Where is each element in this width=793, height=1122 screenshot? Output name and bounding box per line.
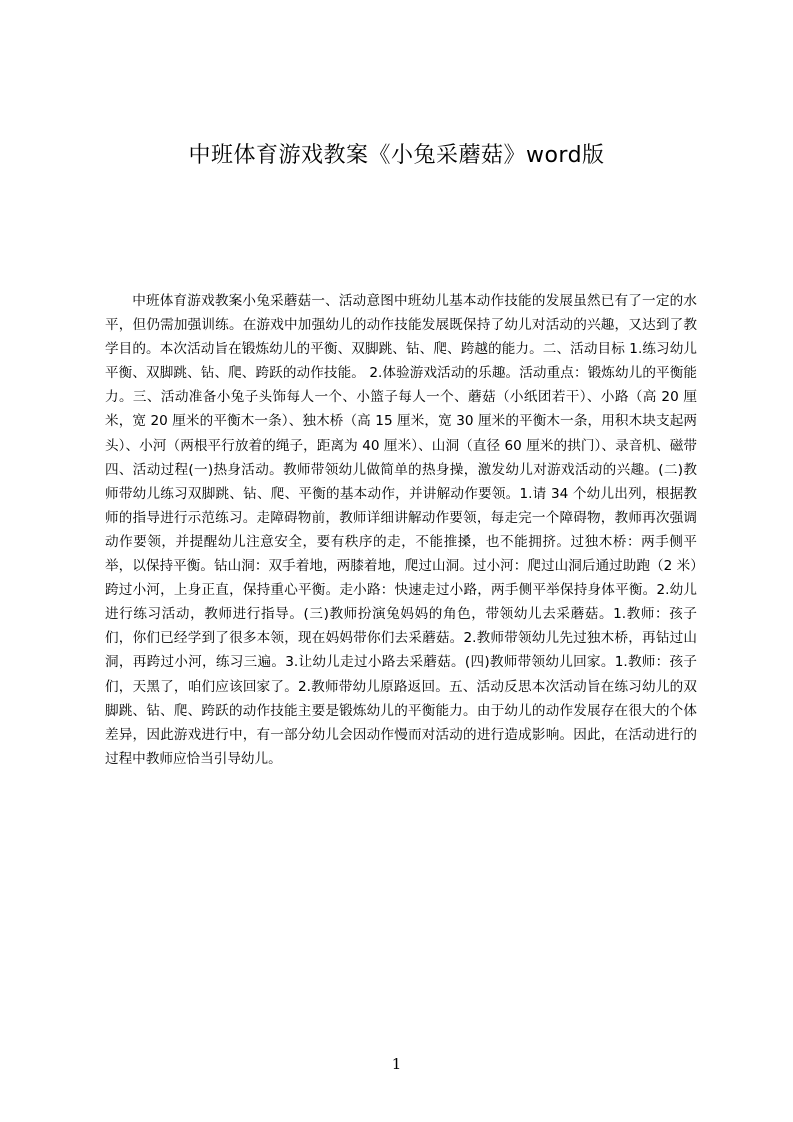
- page-number: 1: [391, 1055, 402, 1073]
- page-title: 中班体育游戏教案《小兔采蘑菇》word版: [188, 143, 605, 168]
- body-paragraph: 中班体育游戏教案小兔采蘑菇一、活动意图中班幼儿基本动作技能的发展虽然已有了一定的水平，但仍需加强训练。在游戏中加强幼儿的动作技能发展既保持了幼儿对活动的兴趣，又达到了教学目的。本次活动旨在锻炼幼儿的平衡、双脚跳、钻、爬、跨越的能力。二、活动目标 1.练习幼儿平衡、双脚跳、钻、爬、跨跃的动作技能。 2.体验游戏活动的乐趣。活动重点：锻炼幼儿的平衡能力。三、活动准备小兔子头饰每人一个、小篮子每人一个、蘑菇（小纸团若干）、小路（高 20 厘米，宽 20 厘米的平衡木一条）、独木桥（高 15 厘米，宽 30 厘米的平衡木一条，用积木块支起两头）、小河（两根平行放着的绳子，距离为 40 厘米）、山洞（直径 60 厘米的拱门）、录音机、磁带四、活动过程(一)热身活动。教师带领幼儿做简单的热身操，激发幼儿对游戏活动的兴趣。(二)教师带幼儿练习双脚跳、钻、爬、平衡的基本动作，并讲解动作要领。1.请 34 个幼儿出列，根据教师的指导进行示范练习。走障碍物前，教师详细讲解动作要领，每走完一个障碍物，教师再次强调动作要领，并提醒幼儿注意安全，要有秩序的走，不能推搡，也不能拥挤。过独木桥：两手侧平举，以保持平衡。钻山洞：双手着地，两膝着地，爬过山洞。过小河：爬过山洞后通过助跑（2 米）跨过小河，上身正直，保持重心平衡。走小路：快速走过小路，两手侧平举保持身体平衡。2.幼儿进行练习活动，教师进行指导。(三)教师扮演兔妈妈的角色，带领幼儿去采蘑菇。1.教师：孩子们，你们已经学到了很多本领，现在妈妈带你们去采蘑菇。2.教师带领幼儿先过独木桥，再钻过山洞，再跨过小河，练习三遍。3.让幼儿走过小路去采蘑菇。(四)教师带领幼儿回家。1.教师：孩子们，天黑了，咱们应该回家了。2.教师带幼儿原路返回。五、活动反思本次活动旨在练习幼儿的双脚跳、钻、爬、跨跃的动作技能主要是锻炼幼儿的平衡能力。由于幼儿的动作发展存在很大的个体差异，因此游戏进行中，有一部分幼儿会因动作慢而对活动的进行造成影响。因此，在活动进行的过程中教师应恰当引导幼儿。: [105, 293, 697, 767]
